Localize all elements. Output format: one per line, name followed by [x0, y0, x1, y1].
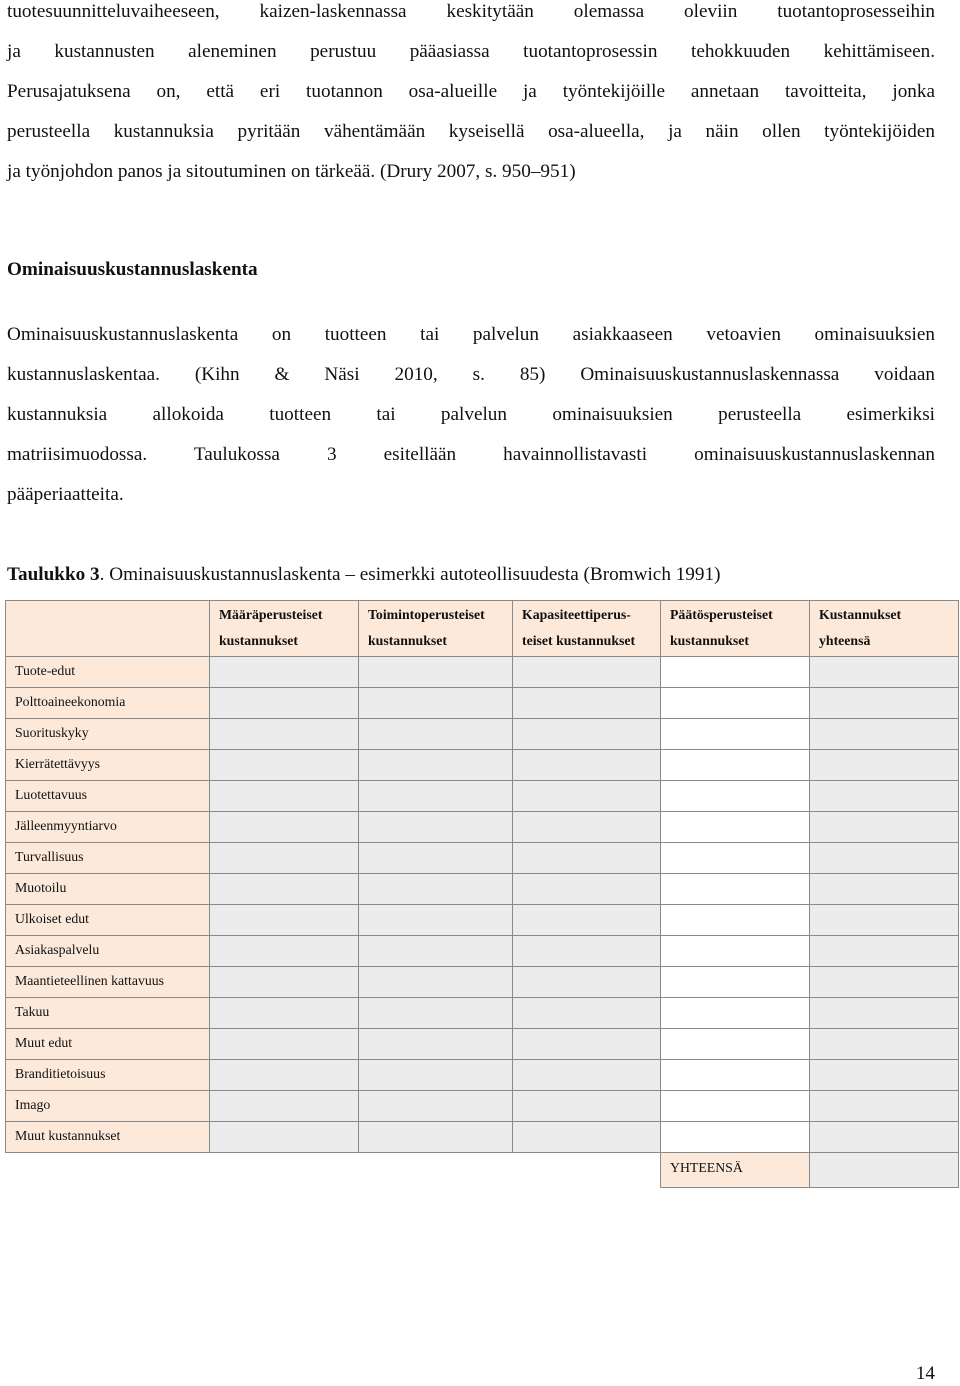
table-cell — [513, 688, 661, 719]
table-cell — [810, 719, 959, 750]
header-cell: Määräperusteiset kustannukset — [210, 601, 359, 657]
table-cell — [810, 750, 959, 781]
table-cell — [661, 905, 810, 936]
table-row — [6, 657, 959, 688]
table-cell — [661, 874, 810, 905]
table-cell — [210, 936, 359, 967]
table-caption-text: . Ominaisuuskustannuslaskenta – esimerkki autoteollisuudesta (Bromwich 1991) — [99, 564, 721, 585]
header-cell: Kapasiteettiperus- teiset kustannukset — [513, 601, 661, 657]
table-cell — [661, 688, 810, 719]
table-caption-label: Taulukko 3 — [7, 564, 100, 585]
table-body — [6, 657, 959, 1188]
table-cell — [210, 719, 359, 750]
table-cell — [513, 1060, 661, 1091]
paragraph-line: tuotesuunnitteluvaiheeseen, kaizen-laskennassa keskitytään olemassa oleviin tuotantoprosesseihin — [7, 1, 935, 22]
header-cell: Kustannukset yhteensä — [810, 601, 959, 657]
table-cell — [210, 1029, 359, 1060]
row-label-cell: Takuu — [6, 998, 210, 1029]
table-cell — [661, 657, 810, 688]
empty-cell — [6, 1153, 210, 1188]
row-label-cell: Imago — [6, 1091, 210, 1122]
paragraph-line: kustannuslaskentaa. (Kihn & Näsi 2010, s. 85) Ominaisuuskustannuslaskennassa voidaan — [7, 364, 935, 385]
table-cell — [810, 1091, 959, 1122]
paragraph-line: ja kustannusten aleneminen perustuu pääasiassa tuotantoprosessin tehokkuuden kehittämiseen. — [7, 41, 935, 62]
paragraph-line: perusteella kustannuksia pyritään vähentämään kyseisellä osa-alueella, ja näin ollen työntekijöiden — [7, 121, 935, 142]
table-cell — [810, 998, 959, 1029]
row-label-cell: Muut edut — [6, 1029, 210, 1060]
table-cell — [210, 688, 359, 719]
empty-cell — [359, 1153, 513, 1188]
table-cell — [513, 812, 661, 843]
table-cell — [359, 688, 513, 719]
table-cell — [513, 843, 661, 874]
table-cell — [359, 843, 513, 874]
row-label-cell: Muotoilu — [6, 874, 210, 905]
row-label-cell: Turvallisuus — [6, 843, 210, 874]
table-row — [6, 905, 959, 936]
section-heading: Ominaisuuskustannuslaskenta — [7, 259, 258, 280]
table-cell — [810, 688, 959, 719]
table-cell — [513, 967, 661, 998]
row-label-cell: Luotettavuus — [6, 781, 210, 812]
table-cell — [359, 874, 513, 905]
table-cell — [210, 905, 359, 936]
table-cell — [513, 905, 661, 936]
table-cell — [661, 998, 810, 1029]
table-row — [6, 1060, 959, 1091]
table-row — [6, 1091, 959, 1122]
table-caption — [7, 555, 720, 595]
table-cell — [210, 750, 359, 781]
table-cell — [513, 657, 661, 688]
table-row — [6, 1029, 959, 1060]
table-cell — [513, 936, 661, 967]
table-cell — [810, 1060, 959, 1091]
header-cell: Toimintoperusteiset kustannukset — [359, 601, 513, 657]
table-cell — [513, 998, 661, 1029]
table-cell — [513, 1091, 661, 1122]
table-cell — [513, 874, 661, 905]
table-cell — [513, 1029, 661, 1060]
table-row — [6, 719, 959, 750]
table-cell — [210, 812, 359, 843]
table-cell — [359, 936, 513, 967]
row-label-cell: Suorituskyky — [6, 719, 210, 750]
table-row — [6, 874, 959, 905]
empty-cell — [210, 1153, 359, 1188]
row-label-cell: Polttoaineekonomia — [6, 688, 210, 719]
table-cell — [210, 657, 359, 688]
empty-cell — [513, 1153, 661, 1188]
table-cell — [810, 781, 959, 812]
table-row — [6, 812, 959, 843]
table-cell — [210, 843, 359, 874]
paragraph-line: pääperiaatteita. — [7, 484, 124, 505]
table-cell — [359, 905, 513, 936]
total-value-cell — [810, 1153, 959, 1188]
table-cell — [810, 657, 959, 688]
table-row — [6, 936, 959, 967]
section-paragraph — [7, 315, 935, 515]
table-cell — [661, 812, 810, 843]
row-label-cell: Jälleenmyyntiarvo — [6, 812, 210, 843]
cost-matrix-table — [5, 600, 959, 1188]
row-label-cell: Asiakaspalvelu — [6, 936, 210, 967]
table-row — [6, 998, 959, 1029]
table-row — [6, 843, 959, 874]
table-cell — [359, 750, 513, 781]
table-cell — [513, 750, 661, 781]
table-cell — [359, 1060, 513, 1091]
table-cell — [210, 1060, 359, 1091]
table-cell — [359, 1122, 513, 1153]
table-cell — [661, 1060, 810, 1091]
table-cell — [513, 1122, 661, 1153]
page-number: 14 — [915, 1363, 935, 1384]
header-cell: Päätösperusteiset kustannukset — [661, 601, 810, 657]
table-cell — [210, 1122, 359, 1153]
table-cell — [513, 781, 661, 812]
table-cell — [359, 781, 513, 812]
table-cell — [661, 781, 810, 812]
row-label-cell: Maantieteellinen kattavuus — [6, 967, 210, 998]
intro-paragraph — [7, 0, 935, 192]
table-cell — [661, 1091, 810, 1122]
table-cell — [359, 998, 513, 1029]
row-label-cell: Kierrätettävyys — [6, 750, 210, 781]
table-cell — [513, 719, 661, 750]
row-label-cell: Tuote-edut — [6, 657, 210, 688]
row-label-cell: Ulkoiset edut — [6, 905, 210, 936]
table-cell — [810, 843, 959, 874]
paragraph-line: Ominaisuuskustannuslaskenta on tuotteen tai palvelun asiakkaaseen vetoavien ominaisuuksien — [7, 324, 935, 345]
table-row — [6, 688, 959, 719]
table-cell — [661, 1122, 810, 1153]
total-row — [6, 1153, 959, 1188]
table-cell — [359, 1029, 513, 1060]
table-cell — [661, 719, 810, 750]
table-cell — [359, 657, 513, 688]
table-row — [6, 1122, 959, 1153]
table-row — [6, 967, 959, 998]
table-cell — [210, 1091, 359, 1122]
table-cell — [661, 936, 810, 967]
table-cell — [359, 812, 513, 843]
paragraph-line: matriisimuodossa. Taulukossa 3 esitellään havainnollistavasti ominaisuuskustannuslaskennan — [7, 444, 935, 465]
table-cell — [661, 843, 810, 874]
table-cell — [661, 967, 810, 998]
table-cell — [359, 967, 513, 998]
table-cell — [210, 781, 359, 812]
table-cell — [810, 905, 959, 936]
paragraph-line: Perusajatuksena on, että eri tuotannon osa-alueille ja työntekijöille annetaan tavoitteita, jonka — [7, 81, 935, 102]
total-label-cell: YHTEENSÄ — [661, 1153, 810, 1188]
table-cell — [210, 998, 359, 1029]
table-row — [6, 750, 959, 781]
table-cell — [210, 967, 359, 998]
table-cell — [810, 967, 959, 998]
table-row — [6, 781, 959, 812]
table-cell — [359, 719, 513, 750]
paragraph-line: kustannuksia allokoida tuotteen tai palvelun ominaisuuksien perusteella esimerkiksi — [7, 404, 935, 425]
table-cell — [359, 1091, 513, 1122]
table-cell — [661, 750, 810, 781]
table-cell — [810, 812, 959, 843]
paragraph-line: ja työnjohdon panos ja sitoutuminen on tärkeää. (Drury 2007, s. 950–951) — [7, 161, 576, 182]
table-cell — [810, 874, 959, 905]
table-cell — [810, 1029, 959, 1060]
table-cell — [210, 874, 359, 905]
row-label-cell: Branditietoisuus — [6, 1060, 210, 1091]
table-cell — [810, 1122, 959, 1153]
table-cell — [810, 936, 959, 967]
table-header-row — [6, 601, 959, 657]
header-corner-cell — [6, 601, 210, 657]
table-cell — [661, 1029, 810, 1060]
row-label-cell: Muut kustannukset — [6, 1122, 210, 1153]
